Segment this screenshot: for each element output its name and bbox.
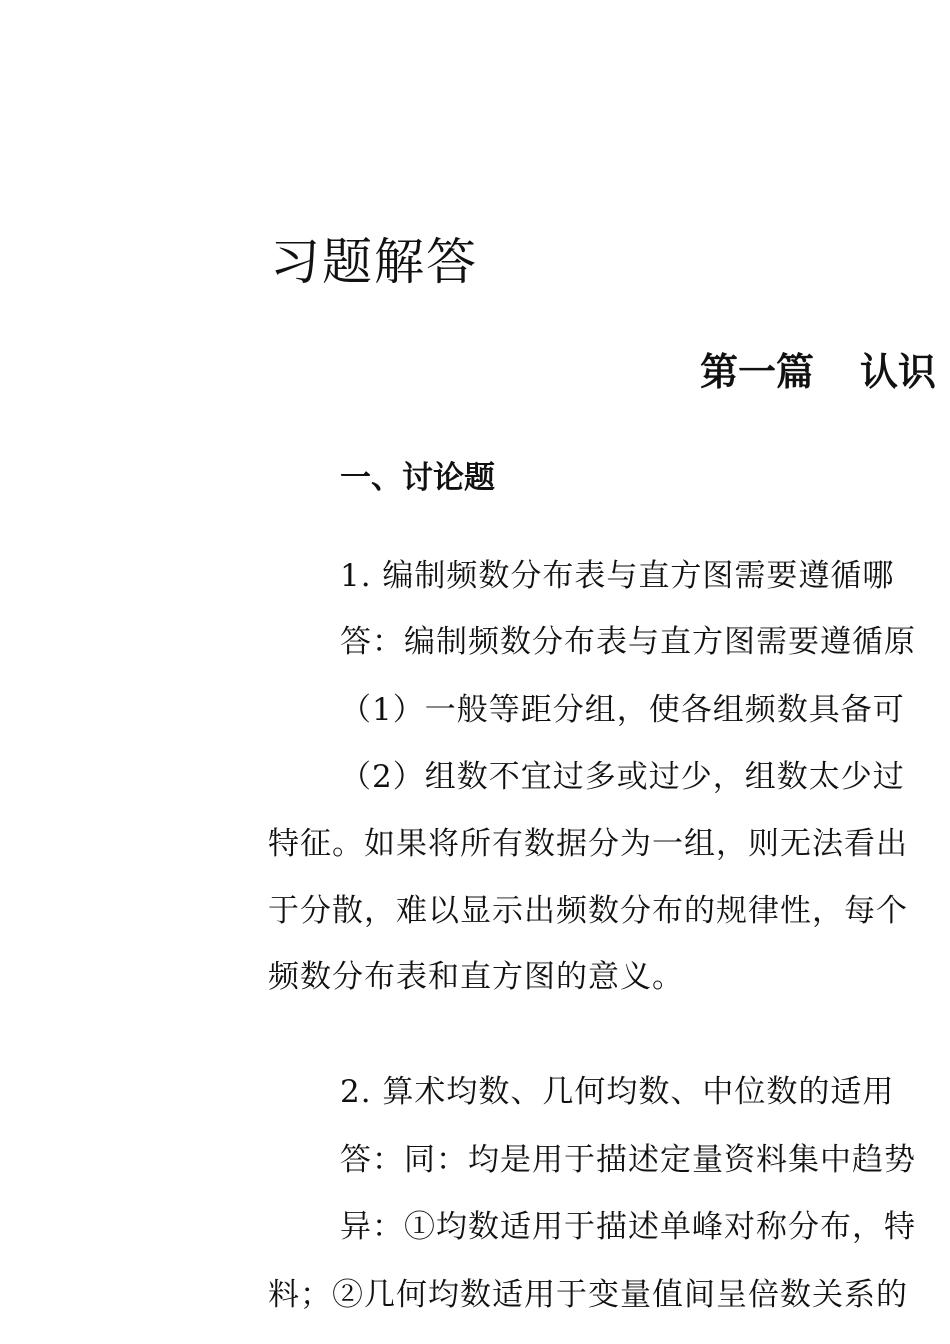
question-2-text: 2. 算术均数、几何均数、中位数的适用 [340,1074,895,1110]
answer-1-point-1: （1）一般等距分组，使各组频数具备可 [340,692,905,728]
question-1-text: 1. 编制频数分布表与直方图需要遵循哪 [340,558,895,594]
answer-2-diff: 异：①均数适用于描述单峰对称分布，特 [340,1209,916,1245]
answer-1-point-2: （2）组数不宜过多或过少，组数太少过 [340,759,905,795]
answer-1-point-2-cont-2: 于分散，难以显示出频数分布的规律性，每个 [268,893,908,929]
section-heading: 一、讨论题 [340,460,495,496]
answer-1-point-2-cont-3: 频数分布表和直方图的意义。 [268,959,684,995]
answer-2-diff-cont: 料；②几何均数适用于变量值间呈倍数关系的 [268,1277,908,1313]
answer-1-intro: 答：编制频数分布表与直方图需要遵循原 [340,624,916,660]
chapter-name: 认识 [860,350,937,394]
answer-2-same: 答：同：均是用于描述定量资料集中趋势 [340,1142,916,1178]
answer-1-point-2-cont-1: 特征。如果将所有数据分为一组，则无法看出 [268,826,908,862]
chapter-title [700,348,936,396]
chapter-number: 第一篇 [700,350,815,394]
document-title: 习题解答 [270,233,478,291]
